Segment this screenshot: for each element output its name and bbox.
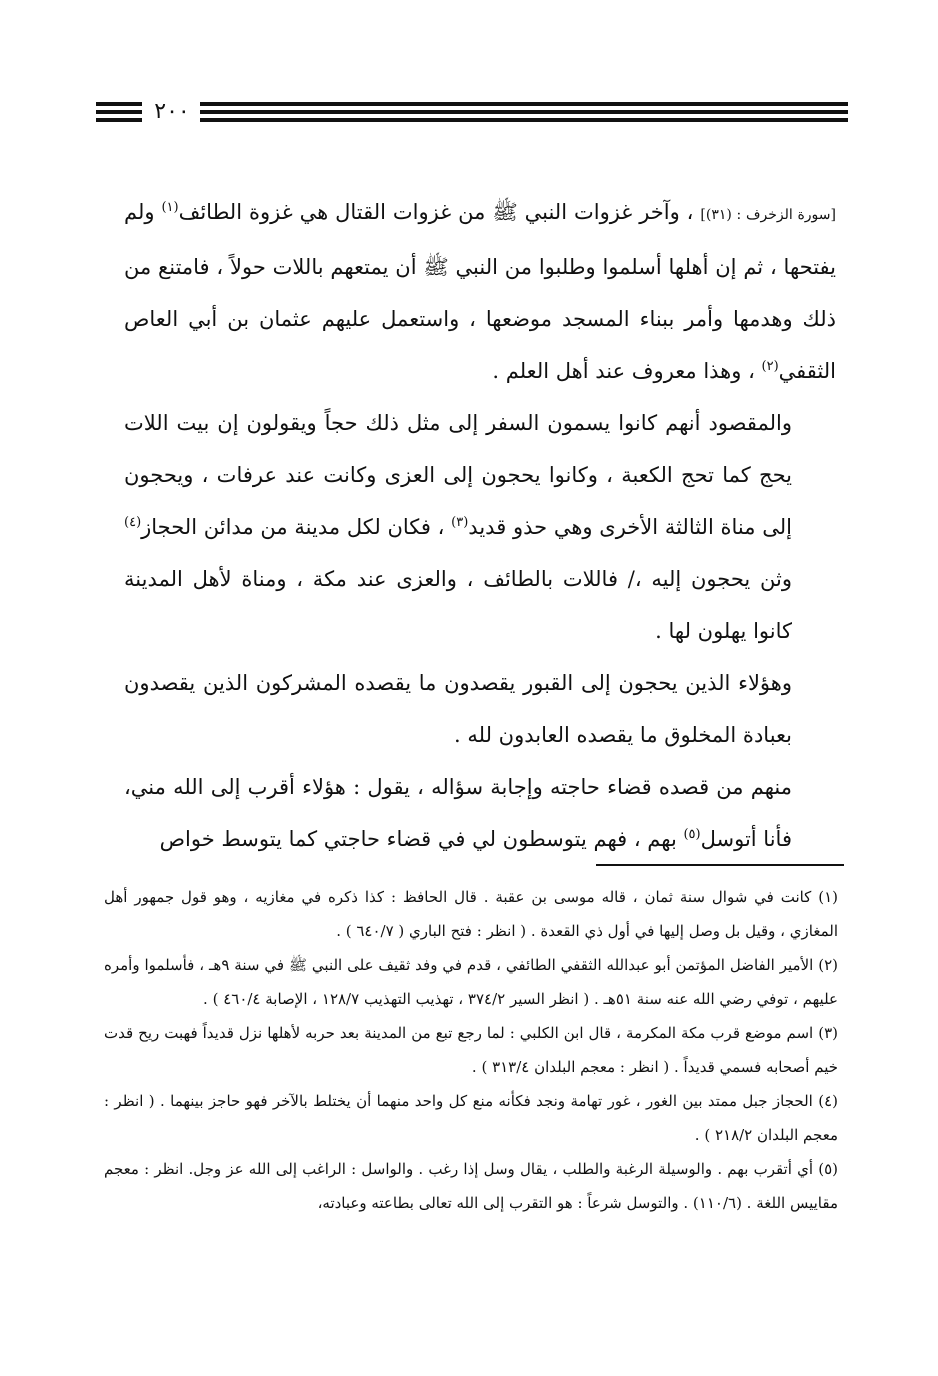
footnote-marker-3: (٣) <box>451 515 469 530</box>
header-rule-short-middle <box>96 110 142 114</box>
paragraph-4 <box>124 761 836 865</box>
paragraph-1-text-c: ، وهذا معروف عند أهل العلم . <box>492 359 762 383</box>
quran-reference: [سورة الزخرف : (٣١)] <box>700 207 836 223</box>
page-header <box>96 98 848 128</box>
paragraph-3 <box>124 657 836 761</box>
paragraph-1-text-b: ولم يفتحها ، ثم إن أهلها أسلموا وطلبوا من النبي ﷺ أن يمتعهم باللات حولاً ، فامتنع من ذلك وهدمها وأمر ببناء المسجد موضعها ، واستعمل عليهم عثمان بن أبي العاص الثقفي <box>124 200 836 383</box>
footnote-4: (٤) الحجاز جبل ممتد بين الغور ، غور تهامة ونجد فكأنه منع كل واحد منهما أن يختلط بالآخر فهو حاجز بينهما . ( انظر : معجم البلدان ٢١٨/٢ ) . <box>104 1092 838 1144</box>
footnote-5: (٥) أي أتقرب بهم . والوسيلة الرغبة والطلب ، يقال وسل إذا رغب . والواسل : الراغب إلى الله عز وجل. انظر : معجم مقاييس اللغة . (١١٠/٦) . والتوسل شرعاً : هو التقرب إلى الله تعالى بطاعته وعبادته، <box>104 1160 838 1212</box>
footnote-2: (٢) الأمير الفاضل المؤتمن أبو عبدالله الثقفي الطائفي ، قدم في وفد ثقيف على النبي ﷺ في سنة ٩هـ ، فأسلموا وأمره عليهم ، توفي رضي الله عنه سنة ٥١هـ . ( انظر السير ٣٧٤/٢ ، تهذيب التهذيب ١٢٨/٧ ، الإصابة ٤٦٠/٤ ) . <box>104 956 838 1008</box>
footnote-divider <box>596 864 844 866</box>
header-rule-long-top <box>200 102 848 106</box>
paragraph-1-text-a: ، وآخر غزوات النبي ﷺ من غزوات القتال هي غزوة الطائف <box>178 200 701 224</box>
paragraph-2-text-c: وثن يحجون إليه ،/ فاللات بالطائف ، والعزى عند مكة ، ومناة لأهل المدينة كانوا يهلون لها . <box>124 567 792 643</box>
paragraph-2-text-a: والمقصود أنهم كانوا يسمون السفر إلى مثل ذلك حجاً ويقولون إن بيت اللات يحج كما تحج الكعبة ، وكانوا يحجون إلى العزى وكانت عند عرفات ، ويحجون إلى مناة الثالثة الأخرى وهي حذو قديد <box>124 411 792 539</box>
page-number: ٢٠٠ <box>154 99 190 124</box>
footnote-marker-2: (٢) <box>761 359 779 374</box>
header-rule-long-bottom <box>200 118 848 122</box>
footnote-marker-4: (٤) <box>124 515 142 530</box>
header-rule-short-top <box>96 102 142 106</box>
paragraph-3-text: وهؤلاء الذين يحجون إلى القبور يقصدون ما يقصده المشركون الذين يقصدون بعبادة المخلوق ما يقصده العابدون لله . <box>124 671 792 747</box>
footnotes <box>104 880 838 1220</box>
footnote-1: (١) كانت في شوال سنة ثمان ، قاله موسى بن عقبة . قال الحافظ : كذا ذكره في مغازيه ، وهو قول جمهور أهل المغازي ، وقيل بل وصل إليها في أول ذي القعدة . ( انظر : فتح الباري ( ٦٤٠/٧ ) . <box>104 888 838 940</box>
footnote-marker-5: (٥) <box>683 827 701 842</box>
paragraph-4-text-a: منهم من قصده قضاء حاجته وإجابة سؤاله ، يقول : هؤلاء أقرب إلى الله مني، فأنا أتوسل <box>124 775 792 851</box>
paragraph-4-text-b: بهم ، فهم يتوسطون لي في قضاء حاجتي كما يتوسط خواص <box>159 827 684 851</box>
main-text <box>124 186 836 865</box>
footnote-marker-1: (١) <box>161 200 179 215</box>
paragraph-2 <box>124 397 836 657</box>
paragraph-1 <box>124 186 836 397</box>
header-rule-long-middle <box>200 110 848 114</box>
header-rule-short-bottom <box>96 118 142 122</box>
paragraph-2-text-b: ، فكان لكل مدينة من مدائن الحجاز <box>141 515 452 539</box>
footnote-3: (٣) اسم موضع قرب مكة المكرمة ، قال ابن الكلبي : لما رجع تبع من المدينة بعد حربه لأهلها نزل قديداً فهبت ريح قدت خيم أصحابه فسمي قديداً . ( انظر : معجم البلدان ٣١٣/٤ ) . <box>104 1024 838 1076</box>
